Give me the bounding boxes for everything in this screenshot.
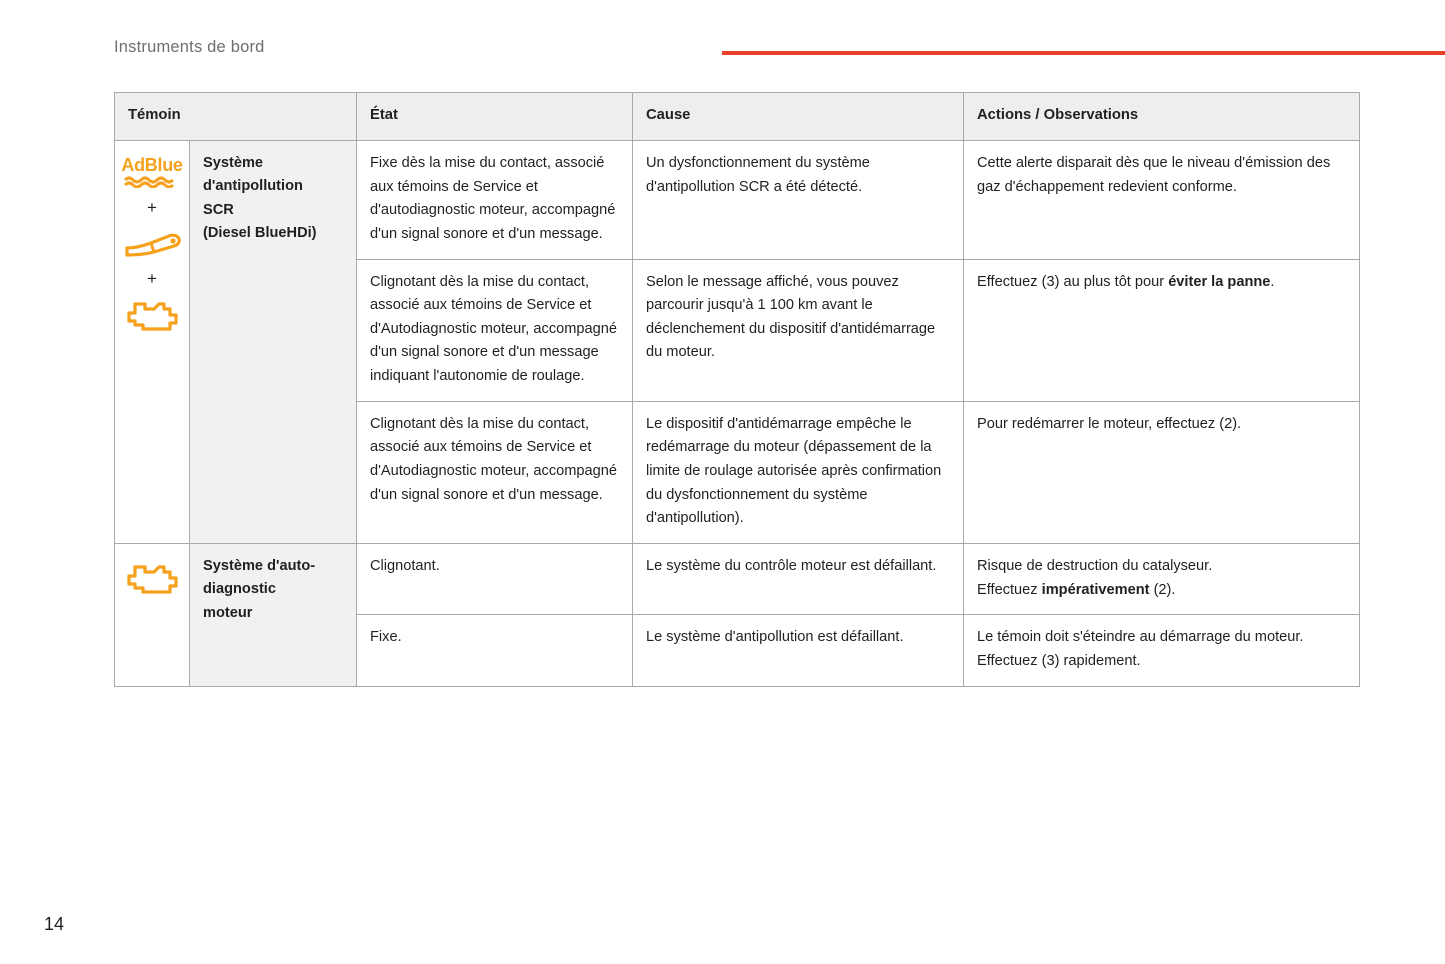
header-accent-rule xyxy=(722,51,1445,55)
table-header-row xyxy=(115,93,1360,141)
cell-etat: Clignotant. xyxy=(357,543,633,614)
adblue-icon: AdBlue xyxy=(121,156,182,188)
warning-lamp-table-container xyxy=(114,92,1359,687)
table-row xyxy=(115,140,1360,259)
engine-autodiagnostic-icon xyxy=(123,296,181,336)
adblue-waves-icon xyxy=(123,175,181,188)
table-body xyxy=(115,140,1360,686)
table-head xyxy=(115,93,1360,141)
cell-cause: Le système du contrôle moteur est défaillant. xyxy=(633,543,964,614)
temoin-icon-cell-scr xyxy=(115,140,190,543)
warning-lamp-table xyxy=(114,92,1360,687)
temoin-label-scr xyxy=(190,140,357,543)
plus-sign-2: + xyxy=(147,268,157,288)
cell-etat: Fixe. xyxy=(357,615,633,686)
cell-actions: Cette alerte disparait dès que le niveau d'émission des gaz d'échappement redevient conforme. xyxy=(964,140,1360,259)
temoin-label-engine xyxy=(190,543,357,686)
cell-cause: Le système d'antipollution est défaillant. xyxy=(633,615,964,686)
page-header xyxy=(0,38,1445,68)
label-line: Système d'auto- xyxy=(203,557,316,574)
cell-cause: Un dysfonctionnement du système d'antipollution SCR a été détecté. xyxy=(633,140,964,259)
cell-etat: Fixe dès la mise du contact, associé aux témoins de Service et d'autodiagnostic moteur, accompagné d'un signal sonore et d'un message. xyxy=(357,140,633,259)
cell-actions: Pour redémarrer le moteur, effectuez (2). xyxy=(964,401,1360,543)
label-line: diagnostic xyxy=(203,581,276,598)
plus-sign-1: + xyxy=(147,197,157,217)
label-line: moteur xyxy=(203,604,253,621)
cell-actions: Le témoin doit s'éteindre au démarrage du moteur. Effectuez (3) rapidement. xyxy=(964,615,1360,686)
label-line: Système xyxy=(203,154,264,171)
label-line: d'antipollution xyxy=(203,178,303,195)
column-header-etat: État xyxy=(357,93,633,141)
column-header-actions: Actions / Observations xyxy=(964,93,1360,141)
table-row xyxy=(115,543,1360,614)
column-header-cause: Cause xyxy=(633,93,964,141)
label-line: (Diesel BlueHDi) xyxy=(203,225,317,241)
service-wrench-icon xyxy=(121,225,183,259)
cell-actions: Effectuez (3) au plus tôt pour éviter la panne. xyxy=(964,259,1360,401)
cell-actions: Risque de destruction du catalyseur. Effectuez impérativement (2). xyxy=(964,543,1360,614)
engine-autodiagnostic-icon xyxy=(123,559,181,599)
temoin-icon-cell-engine xyxy=(115,543,190,686)
cell-cause: Selon le message affiché, vous pouvez parcourir jusqu'à 1 100 km avant le déclenchement du dispositif d'antidémarrage du moteur. xyxy=(633,259,964,401)
cell-cause: Le dispositif d'antidémarrage empêche le redémarrage du moteur (dépassement de la limite de roulage autorisée après confirmation du dysfonctionnement du système d'antipollution). xyxy=(633,401,964,543)
cell-etat: Clignotant dès la mise du contact, associé aux témoins de Service et d'Autodiagnostic moteur, accompagné d'un signal sonore et d'un message indiquant l'autonomie de roulage. xyxy=(357,259,633,401)
column-header-temoin: Témoin xyxy=(115,93,357,141)
page-number: 14 xyxy=(44,914,65,934)
page-title: Instruments de bord xyxy=(114,38,265,56)
label-line: SCR xyxy=(203,201,234,218)
cell-etat: Clignotant dès la mise du contact, associé aux témoins de Service et d'Autodiagnostic moteur, accompagné d'un signal sonore et d'un message. xyxy=(357,401,633,543)
